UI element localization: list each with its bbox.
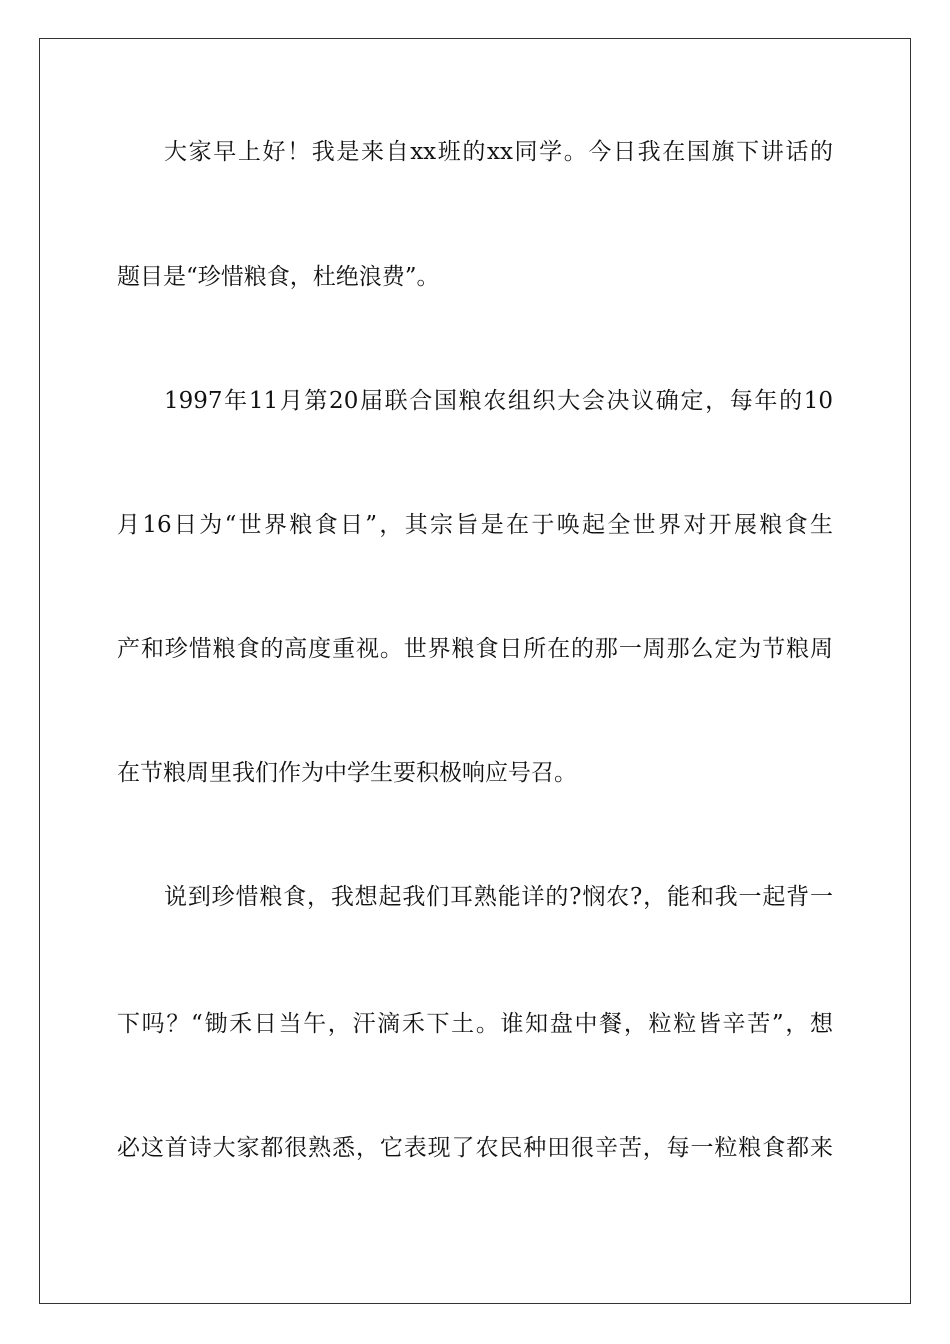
paragraph-1-line-2: 题目是“珍惜粮食，杜绝浪费”。 bbox=[117, 264, 440, 290]
paragraph-2-line-4: 在节粮周里我们作为中学生要积极响应号召。 bbox=[117, 760, 577, 786]
paragraph-2-line-3: 产和珍惜粮食的高度重视。世界粮食日所在的那一周那么定为节粮周 bbox=[117, 636, 833, 662]
paragraph-3-line-2: 下吗？“锄禾日当午，汗滴禾下土。谁知盘中餐，粒粒皆辛苦”，想 bbox=[117, 1011, 833, 1037]
paragraph-3-line-1: 说到珍惜粮食，我想起我们耳熟能详的?悯农?，能和我一起背一 bbox=[164, 884, 833, 910]
paragraph-3-line-3: 必这首诗大家都很熟悉，它表现了农民种田很辛苦，每一粒粮食都来 bbox=[117, 1135, 833, 1161]
paragraph-1-line-1: 大家早上好！我是来自xx班的xx同学。今日我在国旗下讲话的 bbox=[164, 139, 833, 165]
paragraph-2-line-1: 1997年11月第20届联合国粮农组织大会决议确定，每年的10 bbox=[164, 388, 833, 414]
page-border bbox=[39, 38, 911, 1304]
paragraph-2-line-2: 月16日为“世界粮食日”，其宗旨是在于唤起全世界对开展粮食生 bbox=[117, 512, 833, 538]
